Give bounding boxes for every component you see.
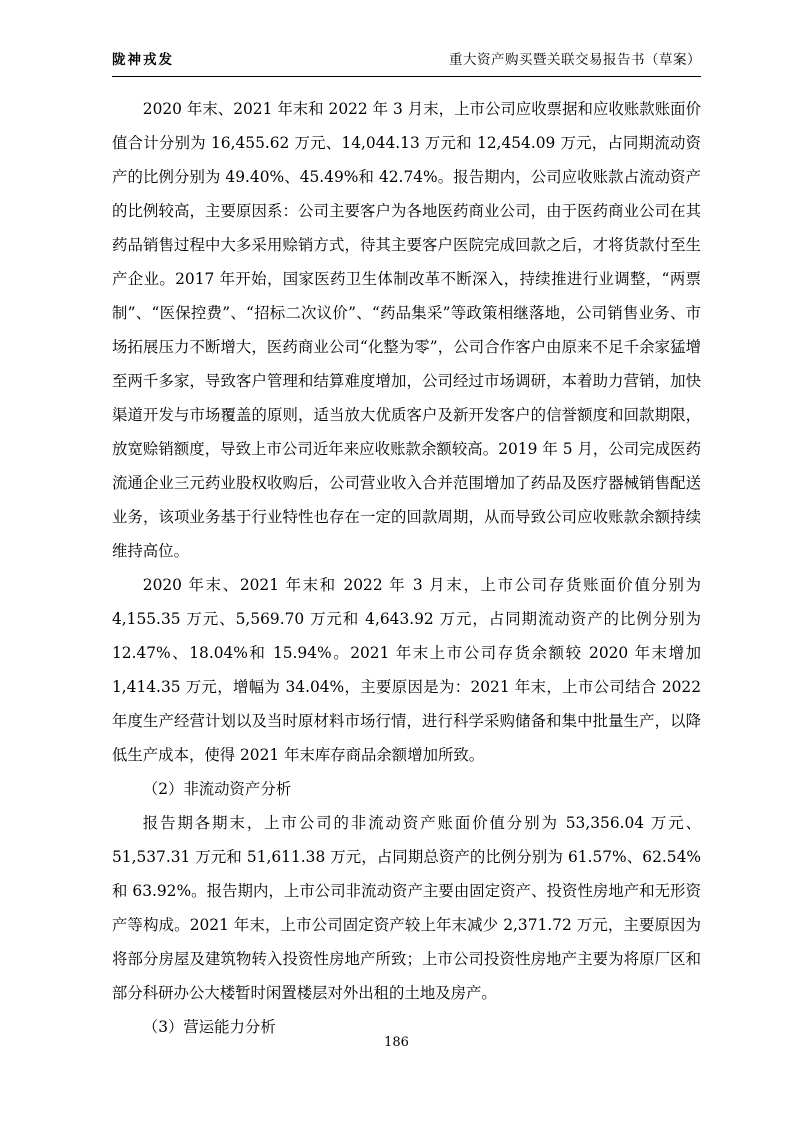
header-document-title: 重大资产购买暨关联交易报告书（草案） xyxy=(449,52,701,68)
heading-operating-capacity: （3）营运能力分析 xyxy=(142,1018,276,1036)
paragraph-non-current-assets: 报告期各期末，上市公司的非流动资产账面价值分别为 53,356.04 万元、51,537.31 万元和 51,611.38 万元，占同期总资产的比例分别为 61.57%、62.54%和 63.92%。报告期内，上市公司非流动资产主要由固定资产、投资性房地产和无形资产等构成。2021 年末，上市公司固定资产较上年末减少 2,371.72 万元，主要原因为将部分房屋及建筑物转入投资性房地产所致；上市公司投资性房地产主要为将原厂区和部分科研办公大楼暂时闲置楼层对外出租的土地及房产。 xyxy=(112,814,701,1002)
paragraph-inventory: 2020 年末、2021 年末和 2022 年 3 月末，上市公司存货账面价值分别为 4,155.35 万元、5,569.70 万元和 4,643.92 万元，占同期流动资产的比例分别为 12.47%、18.04%和 15.94%。2021 年末上市公司存货余额较 2020 年末增加 1,414.35 万元，增幅为 34.04%，主要原因是为：2021 年末，上市公司结合 2022 年度生产经营计划以及当时原材料市场行情，进行科学采购储备和集中批量生产，以降低生产成本，使得 2021 年末库存商品余额增加所致。 xyxy=(112,576,701,764)
page-content xyxy=(112,92,701,1044)
page-footer xyxy=(0,1035,793,1050)
page-number: 186 xyxy=(384,1035,409,1050)
page-header xyxy=(112,48,701,68)
header-divider xyxy=(112,76,701,77)
paragraph-receivables: 2020 年末、2021 年末和 2022 年 3 月末，上市公司应收票据和应收账款账面价值合计分别为 16,455.62 万元、14,044.13 万元和 12,454.09 万元，占同期流动资产的比例分别为 49.40%、45.49%和 42.74%。报告期内，公司应收账款占流动资产的比例较高，主要原因系：公司主要客户为各地医药商业公司，由于医药商业公司在其药品销售过程中大多采用赊销方式，待其主要客户医院完成回款之后，才将货款付至生产企业。2017 年开始，国家医药卫生体制改革不断深入，持续推进行业调整，“两票制”、“医保控费”、“招标二次议价”、“药品集采”等政策相继落地，公司销售业务、市场拓展压力不断增大，医药商业公司“化整为零”，公司合作客户由原来不足千余家猛增至两千多家，导致客户管理和结算难度增加，公司经过市场调研，本着助力营销，加快渠道开发与市场覆盖的原则，适当放大优质客户及新开发客户的信誉额度和回款期限，放宽赊销额度，导致上市公司近年来应收账款余额较高。2019 年 5 月，公司完成医药流通企业三元药业股权收购后，公司营业收入合并范围增加了药品及医疗器械销售配送业务，该项业务基于行业特性也存在一定的回款周期，从而导致公司应收账款余额持续维持高位。 xyxy=(112,100,701,560)
heading-non-current-assets: （2）非流动资产分析 xyxy=(142,780,292,798)
header-company-name: 陇神戎发 xyxy=(112,52,174,68)
